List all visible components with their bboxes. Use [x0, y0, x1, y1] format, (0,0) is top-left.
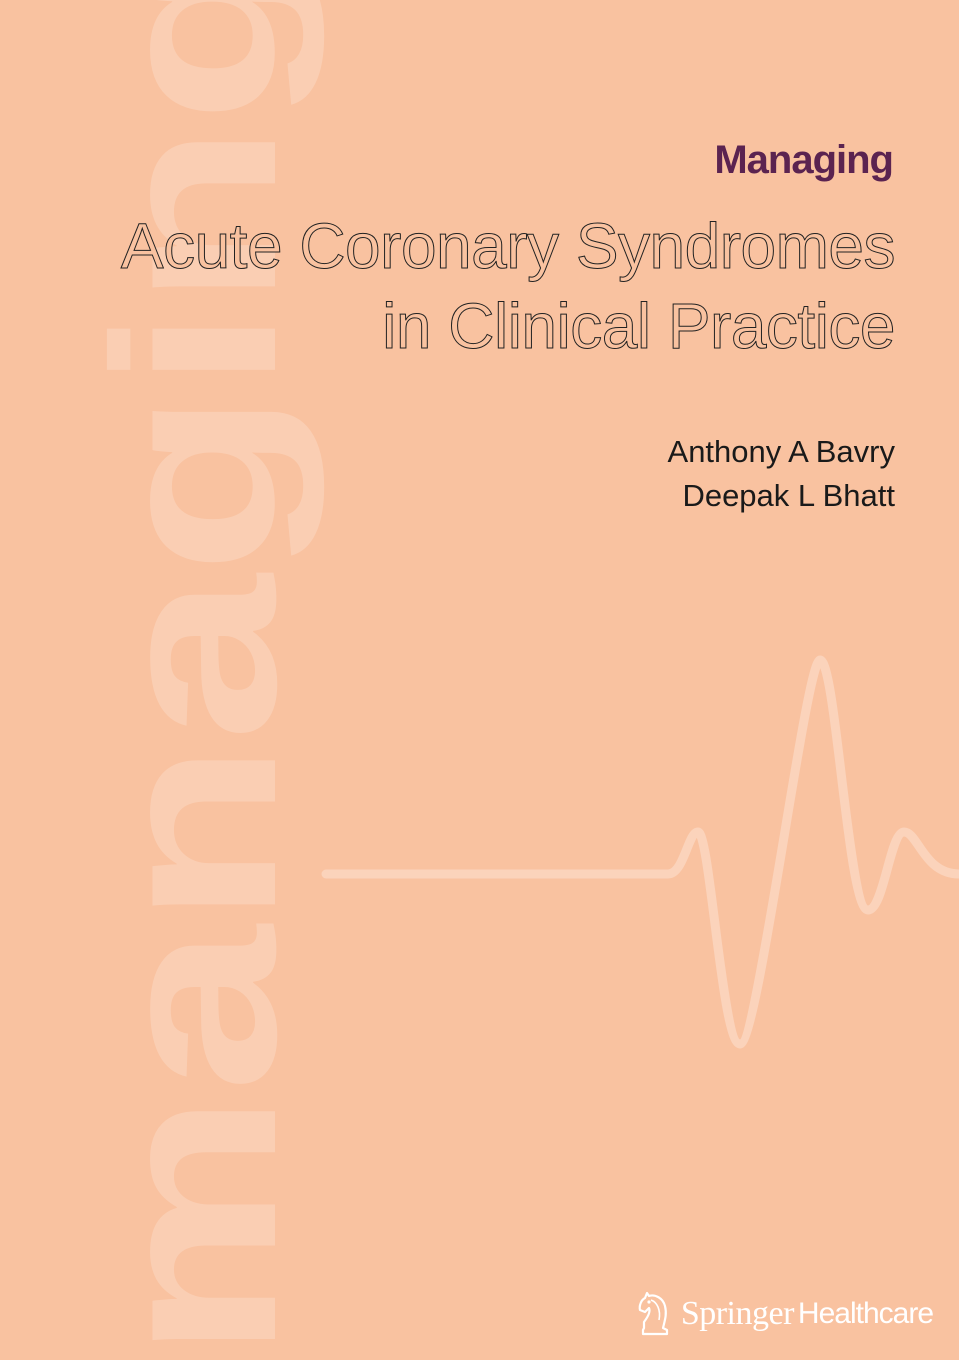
chess-knight-icon	[635, 1290, 675, 1338]
title-line-1: Acute Coronary Syndromes	[120, 210, 895, 282]
series-label: Managing	[714, 138, 893, 182]
authors	[668, 430, 895, 518]
publisher-logo	[635, 1288, 933, 1340]
publisher-name: Springer	[680, 1295, 794, 1332]
author-1: Anthony A Bavry	[667, 434, 895, 469]
watermark-text: managing	[66, 264, 325, 1360]
author-2: Deepak L Bhatt	[682, 478, 895, 513]
title-line-2: in Clinical Practice	[382, 290, 895, 362]
publisher-imprint: Healthcare	[797, 1297, 933, 1330]
book-title	[121, 206, 895, 366]
